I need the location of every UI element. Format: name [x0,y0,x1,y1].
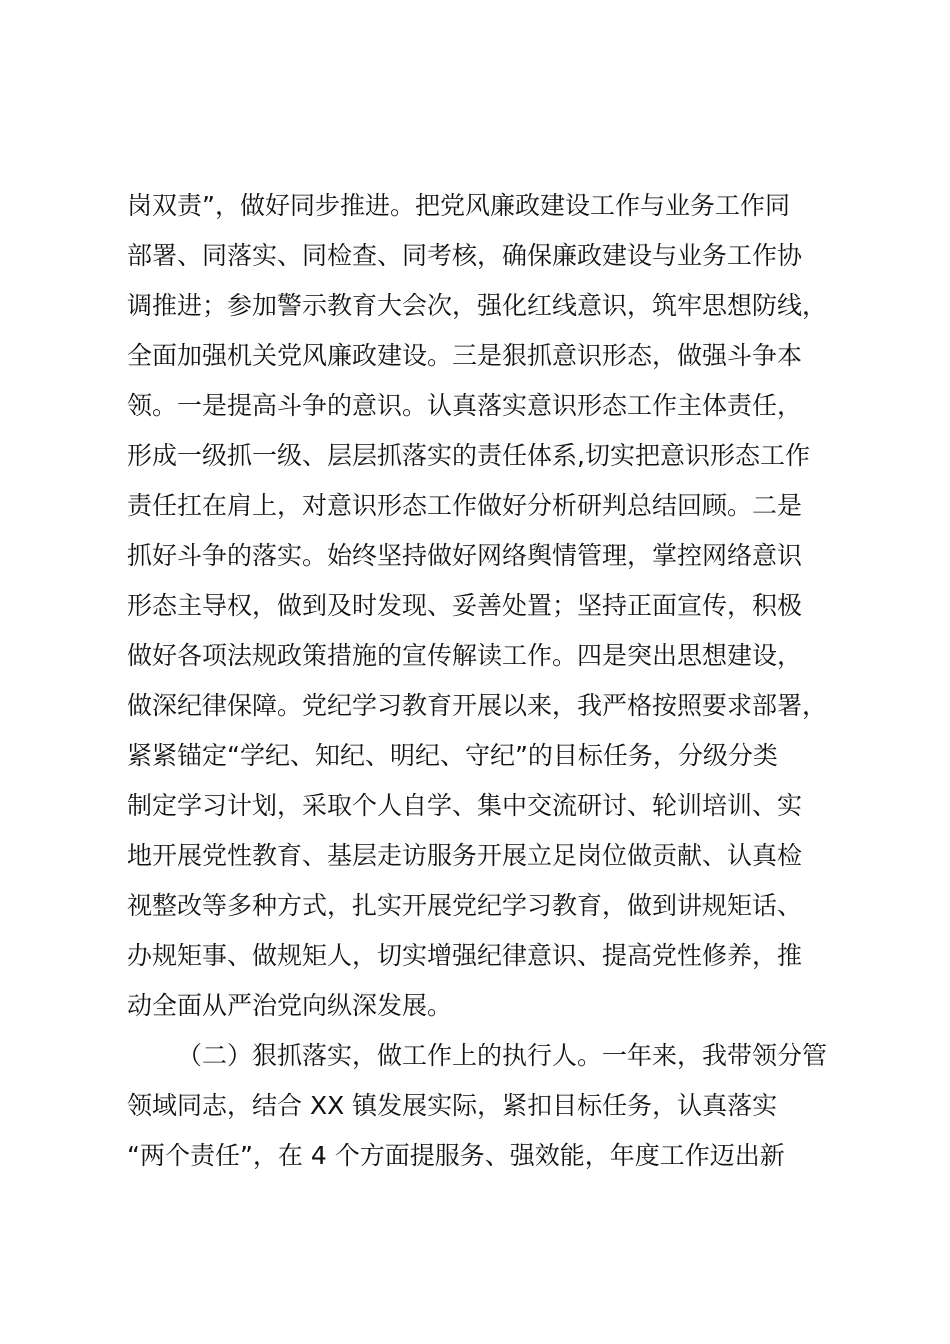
text-line: 全面加强机关党风廉政建设。三是狠抓意识形态，做强斗争本 [127,341,803,370]
text-line: 抓好斗争的落实。始终坚持做好网络舆情管理，掌控网络意识 [127,541,803,570]
text-line: “两个责任”，在 4 个方面提服务、强效能，年度工作迈出新 [127,1141,785,1170]
text-line: 领。一是提高斗争的意识。认真落实意识形态工作主体责任， [127,391,803,420]
text-line: 调推进；参加警示教育大会次，强化红线意识，筑牢思想防线， [127,291,828,320]
paragraph-first-line: （二）狠抓落实，做工作上的执行人。一年来，我带领分管 [177,1041,828,1070]
text-line: 岗双责”，做好同步推进。把党风廉政建设工作与业务工作同 [127,191,790,220]
text-line: 动全面从严治党向纵深发展。 [127,991,453,1020]
text-line: 形态主导权，做到及时发现、妥善处置；坚持正面宣传，积极 [127,591,803,620]
text-line: 制定学习计划，采取个人自学、集中交流研讨、轮训培训、实 [127,791,803,820]
text-line: 形成一级抓一级、层层抓落实的责任体系,切实把意识形态工作 [127,441,810,470]
text-line: 办规矩事、做规矩人，切实增强纪律意识、提高党性修养，推 [127,941,803,970]
text-line: 紧紧锚定“学纪、知纪、明纪、守纪”的目标任务，分级分类 [127,741,778,770]
text-line: 做好各项法规政策措施的宣传解读工作。四是突出思想建设， [127,641,803,670]
text-line: 责任扛在肩上，对意识形态工作做好分析研判总结回顾。二是 [127,491,803,520]
text-line: 视整改等多种方式，扎实开展党纪学习教育，做到讲规矩话、 [127,891,803,920]
text-line: 部署、同落实、同检查、同考核，确保廉政建设与业务工作协 [127,241,803,270]
text-line: 领域同志，结合 XX 镇发展实际，紧扣目标任务，认真落实 [127,1091,778,1120]
text-line: 做深纪律保障。党纪学习教育开展以来，我严格按照要求部署， [127,691,828,720]
text-line: 地开展党性教育、基层走访服务开展立足岗位做贡献、认真检 [127,841,803,870]
